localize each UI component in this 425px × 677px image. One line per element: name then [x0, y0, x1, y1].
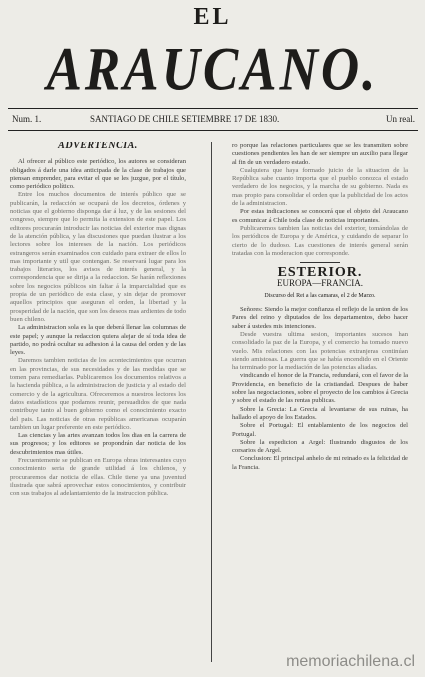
conclusion: Conclusion: El principal anhelo de mi reinado es la felicidad de la Francia. — [232, 455, 408, 471]
right-text-a: Cualquiera que haya formado juicio de la situacion de la República sabe cuanto importa que el pueblo conozca el estado verdadero de los negocios, y la marcha de su gobierno. Nada es mas propio para consolidar el orden que la publicidad de los actos de la administracion. — [232, 166, 408, 208]
issue-price: Un real. — [386, 114, 415, 124]
advertencia-para2: La administracion sola es la que deberá llenar las columnas de este papel; y aunque la redaccion quiera alejar de sí toda idea de partido, no podrá ocultar su adhesion á la causa del orden y de las leyes. — [10, 324, 186, 357]
right-text-b: Publicaremos tambien las noticias del exterior, tomándolas de los periódicos de Europa y de América, y cuidando de separar lo cierto de lo dudoso. Las cuestiones de interés general serán tratadas con la moderacion que corresponde. — [232, 224, 408, 257]
sub-argel: Sobre la espedicion a Argel: Ilustrando disgustos de los corsarios de Argel. — [232, 438, 408, 455]
section-body: Señores: Siendo la mejor confianza el reflejo de la union de los Pares del reino y diputados de los departamentos, debo hacer saber á ustedes mis intenciones. — [232, 306, 408, 330]
sub-portugal: Sobre el Portugal: El entablamiento de los negocios del Portugal. — [232, 422, 408, 438]
masthead-article: EL — [193, 4, 232, 30]
advertencia-intro: Al ofrecer al público este periódico, los autores se consideran obligados á darle una idea anticipada de la clase de trabajos que piensan emprender, para evitar el que se les juzgue, por el título, como periódico político. — [10, 158, 186, 191]
masthead-rule-bottom — [8, 130, 418, 131]
right-para2: Por estas indicaciones se conocerá que el objeto del Araucano es comunicar á Chile toda clase de noticias importantes. — [232, 208, 408, 224]
column-divider — [211, 142, 212, 662]
section-subtitle: EUROPA—FRANCIA. — [277, 278, 363, 289]
section-title: ESTERIOR. — [277, 265, 363, 281]
masthead-title: ARAUCANO. — [46, 36, 379, 104]
right-text-c: vindicando el honor de la Francia, redundará, con el favor de la Providencia, en beneficio de la cristiandad. Despues de haber sobre las negociaciones, sobre el proyecto de los cambios á Grecia y sobre el estado de las rentas publicas. — [232, 372, 408, 405]
dateline — [10, 114, 415, 128]
right-top-text: ro porque las relaciones particulares que se les transmiten sobre cuestiones pendientes les han de ser siempre un auxilio para llegar al fin de un verdadero estado. — [232, 142, 408, 166]
advertencia-para3: Las ciencias y las artes avanzan todos los dias en la carrera de sus progresos; y los editores se propondrán dar noticia de los descubrimientos mas útiles. — [10, 432, 186, 456]
section-note: Discurso del Rei a las camaras, el 2 de Marzo. — [264, 292, 376, 299]
advertencia-text2: Daremos tambien noticias de los acontecimientos que ocurran en las provincias, de sus necesidades y de las medidas que se tomen para remediarlas. Publicaremos los documentos relativos a la hacienda pública, a la administracion de justicia y al estado del comercio y de la agricultura. Ofreceremos a nuestros lectores los datos estadísticos que podamos reunir, persuadidos de que nada contribuye tanto al buen gobierno como el conocimiento exacto del pais. Las noticias de otras repúblicas americanas ocuparán tambien un lugar preferente en este periódico. — [10, 357, 186, 431]
advertencia-text3: Frecuentemente se publican en Europa obras interesantes cuyo conocimiento seria de grande utilidad á los chilenos, y procuraremos dar noticia de ellas. Chile tiene ya una juventud ilustrada que sabrá aprovechar estos conocimientos, y contribuir con sus trabajos al adelantamiento de la instruccion pública. — [10, 456, 186, 498]
issue-date: SANTIAGO DE CHILE SETIEMBRE 17 DE 1830. — [90, 114, 280, 124]
section-rule — [300, 262, 340, 263]
masthead-rule-top — [8, 108, 418, 109]
sub-grecia: Sobre la Grecia: La Grecia al levantarse de sus ruinas, ha hallado el apoyo de los Estados. — [232, 405, 408, 421]
site-watermark: memoriachilena.cl — [286, 653, 415, 670]
issue-number: Num. 1. — [12, 114, 42, 124]
right-column — [232, 142, 408, 666]
section-text: Desde vuestra ultima sesion, importantes sucesos han consolidado la paz de la Europa, y el comercio ha tomado nuevo vuelo. Mis relaciones con las potencias extranjeras continúan siendo amistosas. La guerra que se había encendido en el Oriente ha terminado por la mediación de las potencias aliadas. — [232, 330, 408, 372]
left-column — [10, 142, 186, 666]
advertencia-heading: ADVERTENCIA. — [58, 142, 138, 151]
advertencia-text: Entre los muchos documentos de interés público que se publicarán, la redacción se ocupará de los decretos, órdenes y noticias que el gobierno disponga dar á luz, y de las sesiones del congreso, siempre que lo permita la extension de este papel. Los editores procurarán introducir las noticias del exterior mas dignas de la atención pública, y las discusiones que puedan ilustrar a los lectores sobre los intereses de la nación. Los periódicos estrangeros serán examinados con cuidado para extraer de ellos lo mas importante y util que contengan. Se reservará lugar para los trabajos literarios, los avisos de interés general, y la correspondencia que se dirija a la redaccion. Se harán reflexiones sobre los negocios públicos sin faltar á la imparcialidad que es propia de un periódico de esta clase, y sin dejar de promover aquellos principios que aseguran el orden, la libertad y la prosperidad de la nación, que son los deseos mas ardientes de todo buen chileno. — [10, 191, 186, 323]
